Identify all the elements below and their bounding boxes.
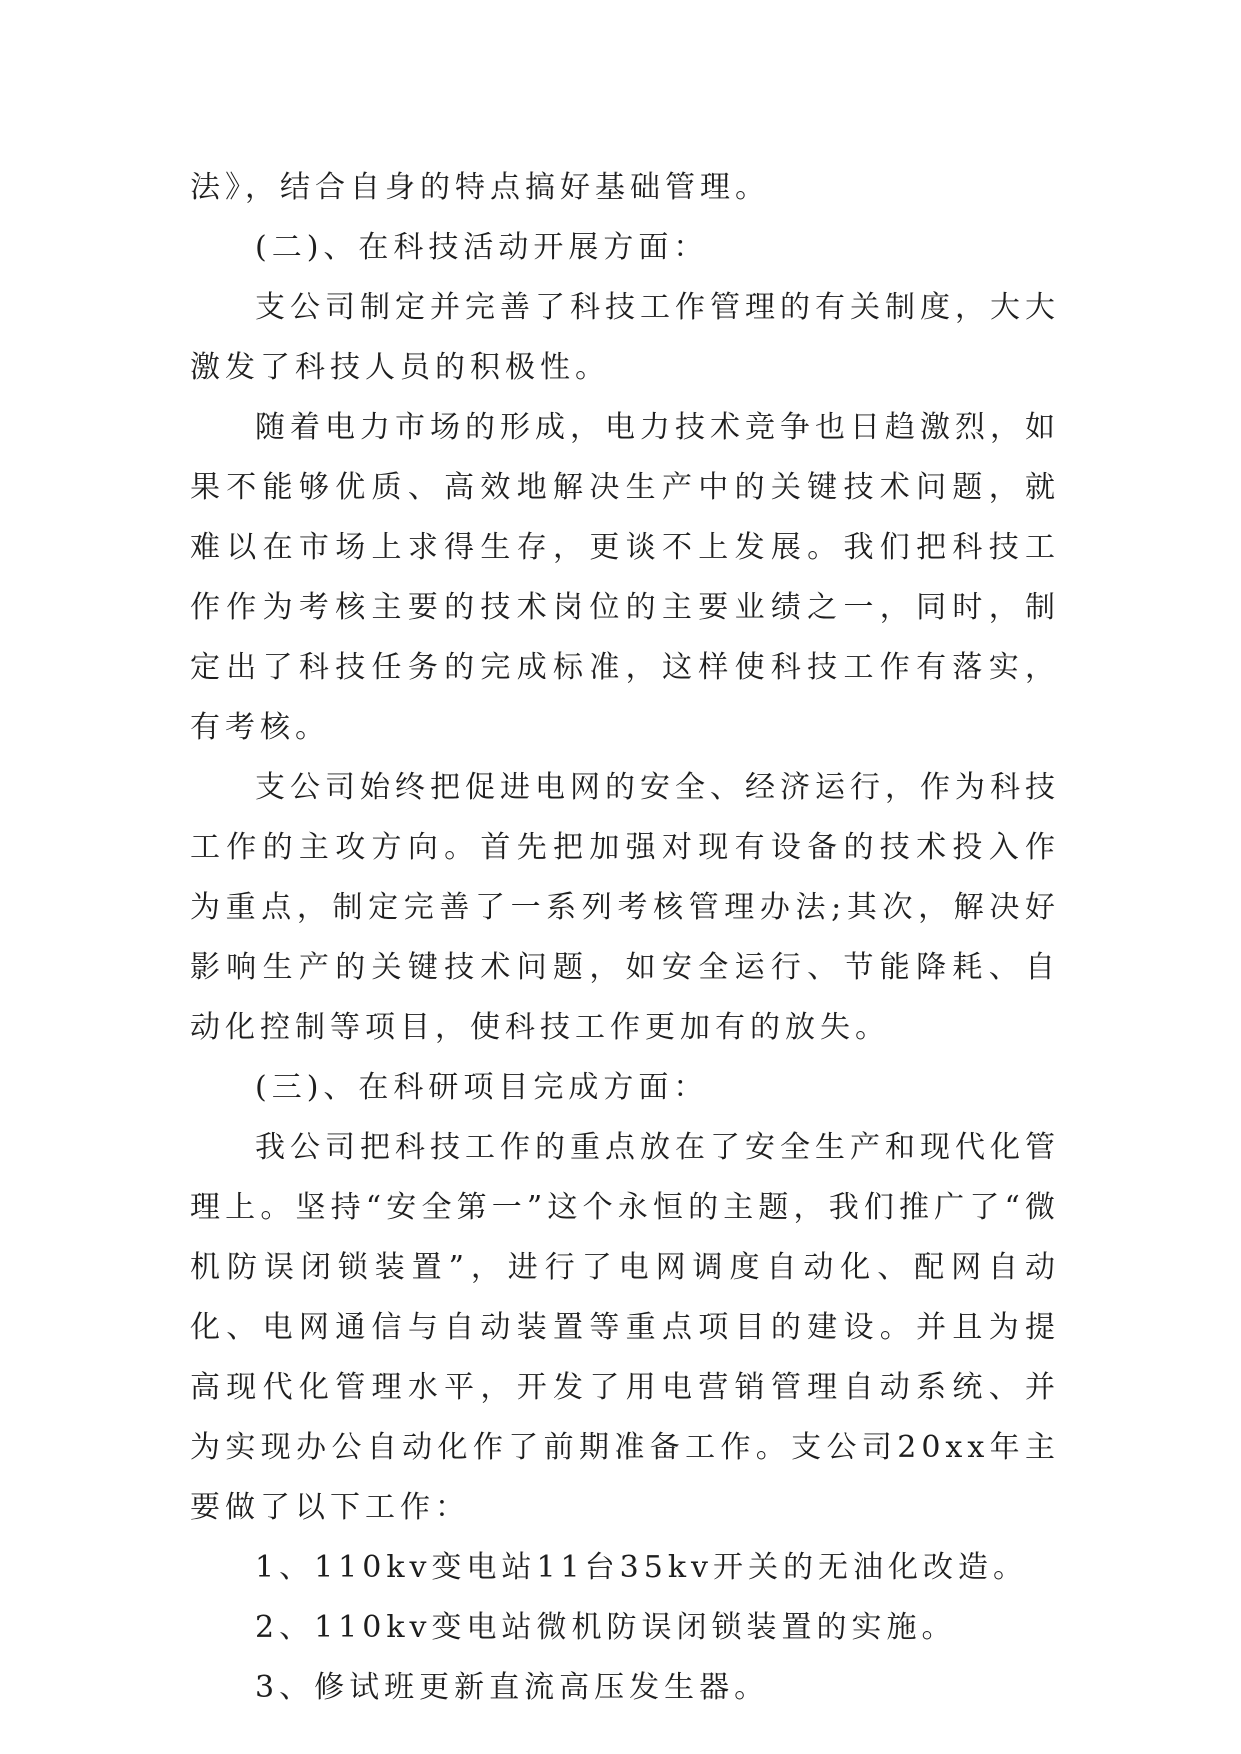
section-heading: (二)、在科技活动开展方面： <box>255 230 709 265</box>
paragraph: 法》，结合自身的特点搞好基础管理。 <box>190 170 770 205</box>
paragraph: 我公司把科技工作的重点放在了安全生产和现代化管理上。坚持“安全第一”这个永恒的主题，我们推广了“微机防误闭锁装置”，进行了电网调度自动化、配网自动化、电网通信与自动装置等重点项目的建设。并且为提高现代化管理水平，开发了用电营销管理自动系统、并为实现办公自动化作了前期准备工作。支公司20xx年主要做了以下工作： <box>190 1130 1060 1525</box>
paragraph: 支公司始终把促进电网的安全、经济运行，作为科技工作的主攻方向。首先把加强对现有设备的技术投入作为重点，制定完善了一系列考核管理办法;其次，解决好影响生产的关键技术问题，如安全运行、节能降耗、自动化控制等项目，使科技工作更加有的放失。 <box>190 770 1060 1045</box>
list-item: 3、修试班更新直流高压发生器。 <box>255 1670 770 1705</box>
list-item: 2、110kv变电站微机防误闭锁装置的实施。 <box>255 1610 957 1645</box>
paragraph: 支公司制定并完善了科技工作管理的有关制度，大大激发了科技人员的积极性。 <box>190 290 1060 385</box>
paragraph: 随着电力市场的形成，电力技术竞争也日趋激烈，如果不能够优质、高效地解决生产中的关键技术问题，就难以在市场上求得生存，更谈不上发展。我们把科技工作作为考核主要的技术岗位的主要业绩之一，同时，制定出了科技任务的完成标准，这样使科技工作有落实，有考核。 <box>190 410 1060 745</box>
document-body <box>190 158 1060 1718</box>
section-heading: (三)、在科研项目完成方面： <box>255 1070 709 1105</box>
list-item: 1、110kv变电站11台35kv开关的无油化改造。 <box>255 1550 1028 1585</box>
